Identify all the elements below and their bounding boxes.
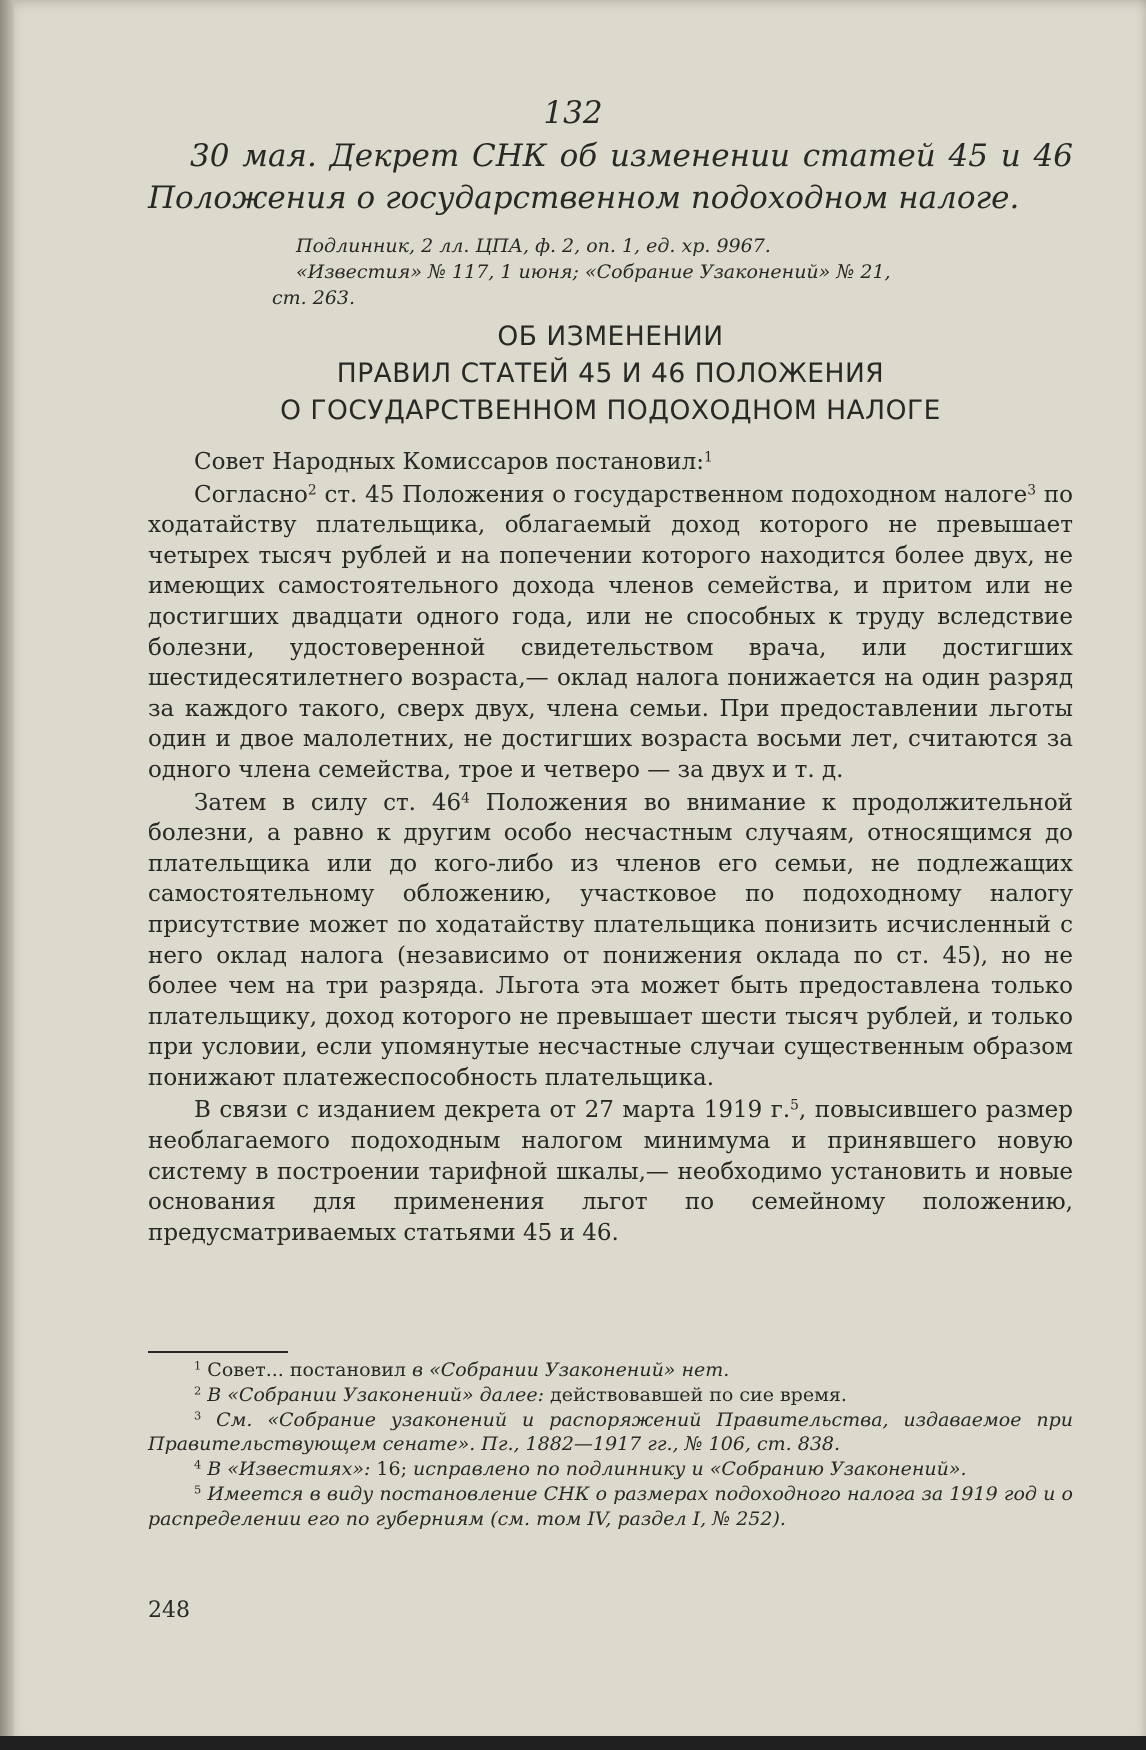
footnote-4 xyxy=(148,1457,1073,1482)
source-line: ст. 263. xyxy=(272,287,356,309)
page-number: 248 xyxy=(148,1598,190,1623)
document-title: 30 мая. Декрет СНК об изменении статей 45 и 46 Положения о государственном подоходном налоге. xyxy=(148,138,1073,216)
paragraph-text: ст. 45 Положения о государственном подоходном налоге xyxy=(316,481,1028,508)
paragraph-decree-reference xyxy=(148,1095,1073,1248)
paragraph-text: Совет Народных Комиссаров постановил: xyxy=(194,449,704,475)
source-references xyxy=(272,233,1073,311)
decree-heading xyxy=(148,318,1073,429)
paragraph-article-46 xyxy=(148,788,1073,1094)
footnote-text-italic: исправлено по подлиннику и «Собранию Узаконений». xyxy=(413,1458,967,1481)
footnote-text-italic: В «Собрании Узаконений» далее: xyxy=(201,1383,551,1406)
source-line: Подлинник, 2 лл. ЦПА, ф. 2, оп. 1, ед. хр. 9967. xyxy=(296,235,771,257)
paragraph-text: , повысившего размер необлагаемого подоходным налогом минимума и принявшего новую систему в построении тарифной шкалы,— необходимо установить и новые основания для применения льгот по семейному положению, предусматриваемых статьями 45 и 46. xyxy=(148,1097,1073,1246)
footnote-2 xyxy=(148,1383,1073,1408)
paragraph-text: В связи с изданием декрета от 27 марта 1919 г. xyxy=(194,1097,791,1124)
paragraph-article-45 xyxy=(148,480,1073,786)
heading-line: ОБ ИЗМЕНЕНИИ xyxy=(497,321,724,352)
book-spine-shadow xyxy=(0,0,14,1750)
footnote-text: 16; xyxy=(376,1458,414,1481)
footnote-ref: 3 xyxy=(1027,482,1037,499)
heading-line: О ГОСУДАРСТВЕННОМ ПОДОХОДНОМ НАЛОГЕ xyxy=(280,395,941,426)
footnote-ref: 5 xyxy=(790,1097,799,1114)
footnote-ref: 1 xyxy=(703,449,713,466)
document-number: 132 xyxy=(543,95,603,131)
footnote-divider xyxy=(148,1351,288,1353)
footnotes xyxy=(148,1358,1073,1532)
footnote-text-italic: См. «Собрание узаконений и распоряжений Правительства, издаваемое при Правительствующем сенате». Пг., 1882—1917 гг., № 106, ст. 838. xyxy=(148,1408,1073,1456)
footnote-5 xyxy=(148,1482,1073,1532)
paragraph-preamble xyxy=(148,447,1073,478)
footnote-text: действовавшей по сие время. xyxy=(550,1383,847,1406)
footnote-number: 4 xyxy=(194,1457,202,1472)
heading-line: ПРАВИЛ СТАТЕЙ 45 И 46 ПОЛОЖЕНИЯ xyxy=(336,358,885,389)
footnote-number: 3 xyxy=(194,1408,202,1423)
footnote-ref: 4 xyxy=(461,789,470,806)
footnote-text-italic: в «Собрании Узаконений» нет. xyxy=(412,1359,730,1381)
paragraph-text: Затем в силу ст. 46 xyxy=(194,789,462,816)
decree-body xyxy=(148,447,1073,1248)
source-line: «Известия» № 117, 1 июня; «Собрание Узаконений» № 21, xyxy=(296,261,891,283)
footnote-text-italic: В «Известиях»: xyxy=(201,1458,377,1481)
footnote-text: Совет... постановил xyxy=(201,1359,413,1381)
footnote-number: 5 xyxy=(194,1482,202,1497)
footnote-number: 1 xyxy=(194,1358,202,1373)
paragraph-text: Положения во внимание к продолжительной болезни, а равно к другим особо несчастным случаям, относящимся до плательщика или до кого-либо из членов его семьи, не подлежащих самостоятельному обложению, участковое по подоходному налогу присутствие может по ходатайству плательщика понизить исчисленный с него оклад налога (независимо от понижения оклада по ст. 45), но не более чем на три разряда. Льгота эта может быть предоставлена только плательщику, доход которого не превышает шести тысяч рублей, и только при условии, если упомянутые несчастные случаи существенным образом понижают платежеспособность плательщика. xyxy=(148,789,1074,1091)
footnote-text-italic: Имеется в виду постановление СНК о размерах подоходного налога за 1919 год и о распределении его по губерниям (см. том IV, раздел I, № 252). xyxy=(148,1482,1073,1530)
footnote-ref: 2 xyxy=(307,482,317,499)
footnote-3 xyxy=(148,1408,1073,1458)
footnote-number: 2 xyxy=(194,1383,202,1398)
footnote-1 xyxy=(148,1358,1073,1383)
paragraph-text: по ходатайству плательщика, облагаемый доход которого не превышает четырех тысяч рублей и на попечении которого находится более двух, не имеющих самостоятельного дохода членов семейства, и притом или не достигших двадцати одного года, или не способных к труду вследствие болезни, удостоверенной свидетельством врача, или достигших шестидесятилетнего возраста,— оклад налога понижается на один разряд за каждого такого, сверх двух, члена семьи. При предоставлении льготы один и двое малолетних, не достигших возраста восьми лет, считаются за одного члена семейства, трое и четверо — за двух и т. д. xyxy=(148,481,1073,783)
page-bottom-edge xyxy=(0,1736,1146,1750)
paragraph-text: Согласно xyxy=(194,481,308,508)
